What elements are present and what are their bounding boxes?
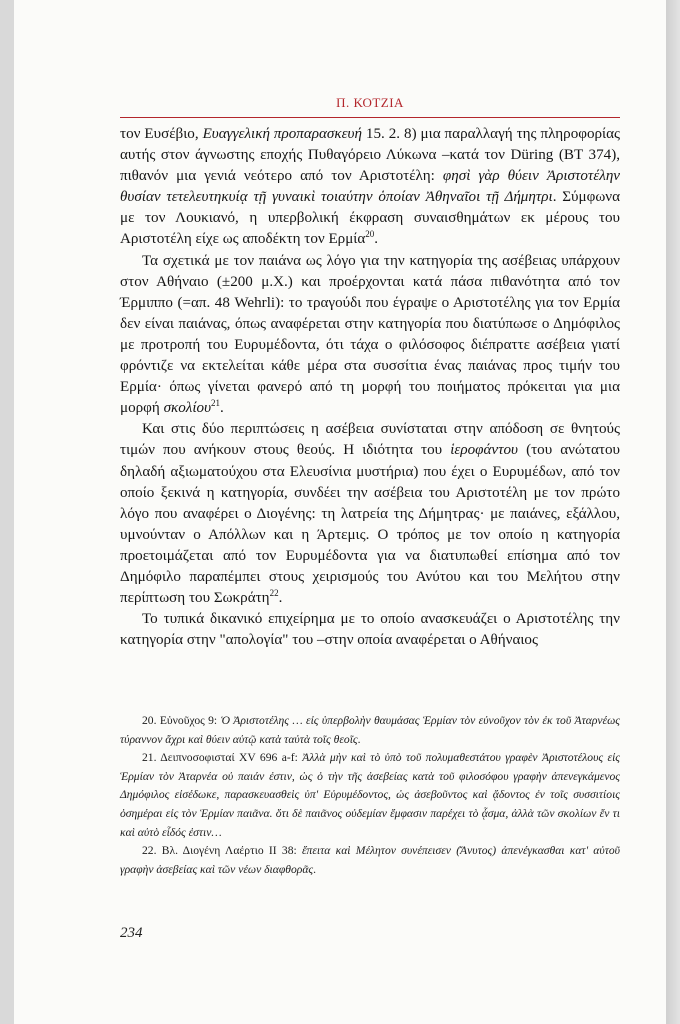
- text-run: 22. Βλ. Διογένη Λαέρτιο ΙΙ 38:: [142, 844, 302, 858]
- paragraph: [120, 251, 620, 420]
- header-rule: [120, 117, 620, 118]
- italic-run: ἔπειτα καὶ Μέλητον συνέπεισεν (Ἄνυτος) ἀπενέγκασθαι κατ' αὐτοῦ γραφὴν ἀσεβείας καὶ τῶν νέων διαφθορᾶς: [120, 844, 620, 876]
- footnote-20: [120, 712, 620, 749]
- footnote-ref: 21: [211, 398, 221, 409]
- text-run: .: [278, 590, 283, 607]
- paragraph: [120, 124, 620, 251]
- text-run: τον Ευσέβιο,: [120, 126, 203, 142]
- text-run: 15. 2. 8) μια παραλλαγή της πληροφορίας αυτής στον άγνωστης εποχής Πυθαγόρειο Λύκωνα –κατά τον Düring (BT 374), πιθανόν μια γενιά νεότερο από τον Αριστοτέλη:: [120, 126, 620, 185]
- footnote-ref: 20: [365, 229, 375, 240]
- italic-run: Ευαγγελική προπαρασκευή: [202, 126, 362, 142]
- text-run: Το τυπικά δικανικό επιχείρημα με το οποίο ανασκευάζει ο Αριστοτέλης την κατηγορία στην "απολογία" του –στην οποία αναφέρεται ο Αθήναιος: [120, 611, 620, 649]
- text-run: .: [220, 400, 224, 417]
- text-run: 20. Εὐνοῦχος 9:: [142, 714, 221, 727]
- text-run: (του ανώτατου δηλαδή αξιωματούχου στα Ελευσίνια μυστήρια) που έχει ο Ευρυμέδων, από τον οποίο ξεκινά η κατηγορία, συνδέει την ασέβεια του Αριστοτέλη με τον πρώτο λόγο που αναφέρει ο Διογένης: τη λατρεία της Δήμητρας· με παιάνες, εξάλλου, υμνούνταν ο Απόλλων και η Άρτεμις. Ο τρόπος με τον οποίο η κατηγορία προετοιμάζεται από τον Ευρυμέδοντα για να διατυπωθεί επίσημα από τον Δημόφιλο παραπέμπει στους χειρισμούς του Ανύτου και του Μελήτου στην περίπτωση του Σωκράτη: [120, 442, 620, 607]
- text-run: 21. Δειπνοσοφισταί XV 696 a-f:: [142, 751, 303, 765]
- italic-run: σκολίου: [163, 400, 212, 417]
- paragraph: [120, 609, 620, 651]
- paragraph: [120, 419, 620, 609]
- page-edge: [666, 0, 680, 1024]
- footnotes: [120, 712, 620, 879]
- footnote-ref: 22: [269, 588, 279, 599]
- text-run: . Σύμφωνα με τον Λουκιανό, η υπερβολική έκφραση συναισθημάτων εκ μέρους του Αριστοτέλη είχε ως αποδέκτη τον Ερμία: [120, 189, 620, 248]
- italic-run: Ὁ Ἀριστοτέλης … εἰς ὑπερβολὴν θαυμάσας Ἑρμίαν τὸν εὐνοῦχον τὸν ἐκ τοῦ Ἀταρνέως τύραννον ἄχρι καὶ θύειν αὐτῷ κατὰ ταὐτὰ τοῖς θεοῖς: [120, 714, 620, 746]
- page-number: 234: [120, 925, 143, 941]
- text-run: Και στις δύο περιπτώσεις η ασέβεια συνίσταται στην απόδοση σε θνητούς τιμών που ανήκουν στους θεούς. Η ιδιότητα του: [120, 421, 620, 459]
- italic-run: Ἀλλὰ μὴν καὶ τὸ ὑπὸ τοῦ πολυμαθεστάτου γραφὲν Ἀριστοτέλους εἰς Ἑρμίαν τὸν Ἀταρνέα οὐ παιάν ἐστιν, ὡς ὁ τὴν τῆς ἀσεβείας κατὰ τοῦ φιλοσόφου γραφὴν ἀπενεγκάμενος Δημόφιλος εἰσέδωκε, παρασκευασθεὶς ὑπ' Εὐρυμέδοντος, ὡς ἀσεβοῦντος καὶ ᾄδοντος ἐν τοῖς συσσιτίοις ὁσημέραι εἰς τὸν Ἑρμίαν παιᾶνα. ὅτι δὲ παιᾶνος οὐδεμίαν ἔμφασιν παρέχει τὸ ᾆσμα, ἀλλὰ τῶν σκολίων ἕν τι καὶ αὐτὸ εἶδός ἐστιν…: [120, 751, 620, 839]
- footnote-21: [120, 749, 620, 842]
- main-text: [120, 124, 620, 651]
- text-run: Τα σχετικά με τον παιάνα ως λόγο για την κατηγορία της ασέβειας υπάρχουν στον Αθήναιο (±200 μ.Χ.) και προέρχονται κατά πάσα πιθανότητα από τον Έρμιππο (=απ. 48 Wehrli): το τραγούδι που έγραψε ο Αριστοτέλης για τον Ερμία δεν είναι παιάνας, όπως αναφέρεται στην κατηγορία που διατύπωσε ο Δημόφιλος με προτροπή του Ευρυμέδοντα, ότι τάχα ο φιλόσοφος διέπραττε ασέβεια γιατί φρόντιζε να εκτελείται κάθε μέρα στα συσσίτια ένας παιάνας προς τιμήν του Ερμία· όπως γίνεται φανερό από τη μορφή του ποιήματος πρόκειται για μια μορφή: [120, 252, 620, 417]
- italic-run: φησὶ γὰρ θύειν Ἀριστοτέλην θυσίαν τετελευτηκυίᾳ τῇ γυναικὶ τοιαύτην ὁποίαν Ἀθηναῖοι τῇ Δήμητρι: [120, 168, 621, 206]
- footnote-22: [120, 842, 620, 879]
- running-head: Π. ΚΟΤΖΙΑ: [336, 95, 404, 110]
- italic-run: ἱεροφάντου: [450, 442, 518, 459]
- text-run: .: [357, 732, 361, 746]
- text-run: .: [374, 231, 379, 248]
- text-run: .: [313, 862, 317, 876]
